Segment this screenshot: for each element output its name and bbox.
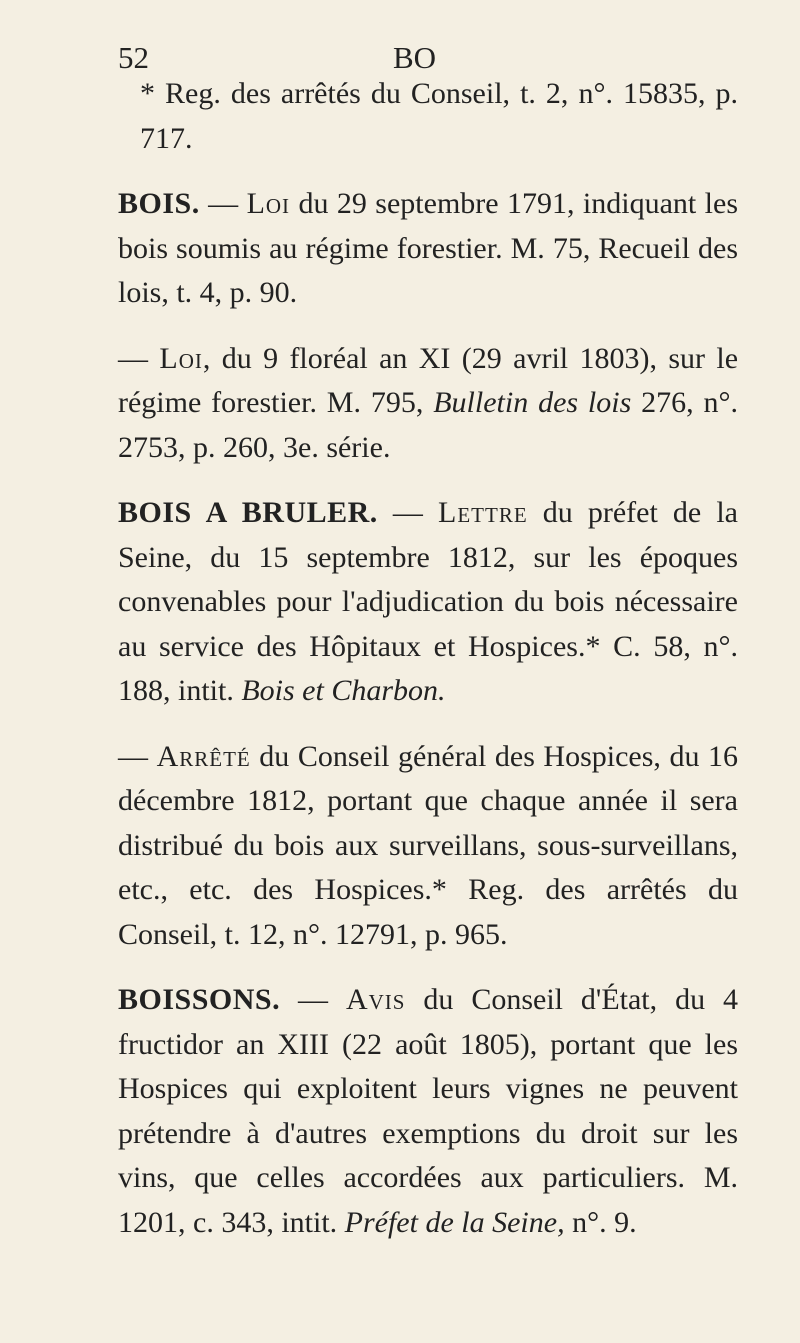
entry-label: Loi	[159, 341, 203, 375]
entry-headword: BOIS A BRULER.	[118, 496, 378, 529]
entry-boissons	[118, 978, 738, 1245]
entry-dash: —	[377, 496, 439, 529]
entry-bois-a-bruler	[118, 491, 738, 714]
page-number: 52	[118, 40, 149, 75]
entry-label: Avis	[345, 983, 406, 1016]
running-head: BO	[393, 40, 437, 75]
entry-text: du Conseil général des Hospices, du 16 décembre 1812, portant que chaque année il sera distribué du bois aux surveillans, sous-surveillans, etc., etc. des Hospices.* Reg. des arrêtés du Conseil, t. 12, n°. 12791, p. 965.	[118, 739, 739, 951]
entry-italic-title: Préfet de la Seine,	[344, 1205, 565, 1239]
entry-headword: BOISSONS.	[118, 983, 281, 1016]
entry-label: Lettre	[438, 496, 528, 529]
entry-bois-loi-an-xi	[118, 337, 738, 471]
entry-bois-loi-1791	[118, 182, 738, 316]
entry-text: du préfet de la Seine, du 15 septembre 1812, sur les époques convenables pour l'adjudication du bois nécessaire au service des Hôpitaux et Hospices.* C. 58, n°. 188, intit.	[118, 496, 738, 707]
entry-dash: —	[199, 187, 247, 220]
entry-text: * Reg. des arrêtés du Conseil, t. 2, n°. 15835, p. 717.	[140, 77, 738, 155]
entry-label: Arrêté	[156, 739, 251, 773]
entry-headword: BOIS.	[118, 187, 200, 220]
entry-bois-arrete-1812	[118, 735, 738, 958]
entry-italic-title: Bois et Charbon.	[241, 674, 446, 707]
entry-text-after: n°. 9.	[564, 1205, 637, 1239]
entry-label: Loi	[246, 187, 291, 220]
index-entries	[118, 72, 738, 1245]
entry-dash: —	[280, 983, 346, 1016]
entry-text: du Conseil d'État, du 4 fructidor an XIII (22 août 1805), portant que les Hospices qui exploitent leurs vignes ne peuvent prétendre à d'autres exemptions du droit sur les vins, que celles accordées aux particuliers. M. 1201, c. 343, intit.	[118, 983, 739, 1239]
entry-dash: —	[118, 739, 157, 773]
entry-text: du 29 septembre 1791, indiquant les bois soumis au régime forestier. M. 75, Recueil des lois, t. 4, p. 90.	[118, 187, 738, 309]
entry-continuation	[118, 72, 738, 161]
entry-dash: —	[118, 341, 160, 375]
entry-italic-title: Bulletin des lois	[433, 386, 632, 419]
entry-text-after: 276, n°. 2753, p. 260, 3e. série.	[118, 386, 738, 464]
entry-text: , du 9 floréal an XI (29 avril 1803), sur le régime forestier. M. 795,	[118, 341, 739, 419]
